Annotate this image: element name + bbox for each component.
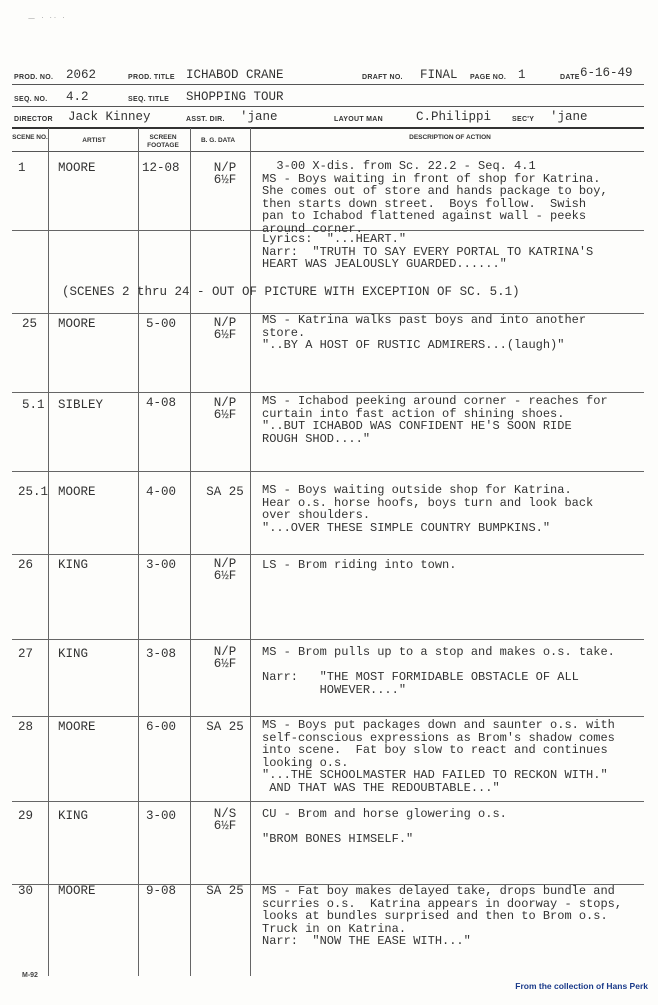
prod-no-label: PROD. NO. bbox=[14, 74, 54, 81]
secy: 'jane bbox=[550, 110, 588, 124]
scene-no: 26 bbox=[18, 558, 34, 572]
description: MS - Katrina walks past boys and into another store. "..BY A HOST OF RUSTIC ADMIRERS...(laugh)" bbox=[262, 313, 587, 353]
director-label: DIRECTOR bbox=[14, 116, 53, 123]
date: 6-16-49 bbox=[580, 66, 633, 80]
table-row bbox=[12, 717, 644, 802]
footage: 4-08 bbox=[146, 396, 177, 410]
layout-man: C.Philippi bbox=[416, 110, 492, 124]
scene-no: 25 bbox=[22, 317, 38, 331]
col-scene: SCENE NO. bbox=[12, 134, 48, 141]
bg-data: N/P 6½F bbox=[213, 396, 237, 422]
description: LS - Brom riding into town. bbox=[262, 558, 457, 572]
footage: 3-00 bbox=[146, 558, 177, 572]
footage: 3-08 bbox=[146, 647, 177, 661]
table-row bbox=[12, 555, 644, 640]
description: 3-00 X-dis. from Sc. 22.2 - Seq. 4.1 MS - Boys waiting in front of shop for Katrina. She comes out of store and hands package to boy, then starts down street. Boys follow. Swish pan to Ichabod flattened against wall - peeks around corner. bbox=[262, 159, 608, 236]
scene-no: 25.1 bbox=[18, 485, 49, 499]
artist: KING bbox=[58, 558, 89, 572]
col-footage: SCREEN FOOTAGE bbox=[147, 134, 179, 149]
artist: SIBLEY bbox=[58, 398, 104, 412]
scene-no: 30 bbox=[18, 884, 34, 898]
col-bg: B. G. DATA bbox=[200, 137, 236, 144]
bg-data: N/P 6½F bbox=[213, 557, 237, 583]
bg-data: N/P 6½F bbox=[213, 645, 237, 671]
header-row-2 bbox=[12, 86, 644, 106]
col-desc: DESCRIPTION OF ACTION bbox=[409, 134, 491, 141]
bg-data: N/P 6½F bbox=[213, 161, 237, 187]
description: MS - Boys waiting outside shop for Katrina. Hear o.s. horse hoofs, boys turn and look back over shoulders. "...OVER THESE SIMPLE COUNTRY BUMPKINS." bbox=[262, 483, 594, 535]
table-row bbox=[12, 802, 644, 885]
scene-no: 27 bbox=[18, 647, 34, 661]
table-row bbox=[12, 314, 644, 393]
date-label: DATE bbox=[560, 74, 580, 81]
seq-title: SHOPPING TOUR bbox=[186, 90, 284, 104]
collection-credit: From the collection of Hans Perk bbox=[515, 981, 648, 991]
bg-data: SA 25 bbox=[206, 720, 244, 734]
table-row bbox=[12, 231, 644, 314]
rule-1 bbox=[12, 84, 644, 85]
artist: MOORE bbox=[58, 317, 96, 331]
prod-title-label: PROD. TITLE bbox=[128, 74, 175, 81]
seq-title-label: SEQ. TITLE bbox=[128, 96, 170, 103]
artist: MOORE bbox=[58, 161, 96, 175]
secy-label: SEC'Y bbox=[512, 116, 535, 123]
prod-no: 2062 bbox=[66, 68, 97, 82]
draft-no-label: DRAFT NO. bbox=[362, 74, 403, 81]
table-row bbox=[12, 472, 644, 555]
table-row bbox=[12, 885, 644, 975]
description: Lyrics: "...HEART." Narr: "TRUTH TO SAY EVERY PORTAL TO KATRINA'S HEART WAS JEALOUSLY GUARDED......" bbox=[262, 232, 594, 272]
footage: 5-00 bbox=[146, 317, 177, 331]
description: MS - Brom pulls up to a stop and makes o.s. take. Narr: "THE MOST FORMIDABLE OBSTACLE OF ALL HOWEVER...." bbox=[262, 645, 615, 697]
layout-man-label: LAYOUT MAN bbox=[334, 116, 384, 123]
asst-dir: 'jane bbox=[240, 110, 278, 124]
footage: 3-00 bbox=[146, 809, 177, 823]
table-row bbox=[12, 152, 644, 236]
artist: MOORE bbox=[58, 720, 96, 734]
artist: MOORE bbox=[58, 485, 96, 499]
scene-no: 28 bbox=[18, 720, 34, 734]
prod-title: ICHABOD CRANE bbox=[186, 68, 284, 82]
corner-marks: — · ·· · bbox=[28, 14, 67, 22]
page-no: 1 bbox=[518, 68, 526, 82]
asst-dir-label: ASST. DIR. bbox=[186, 116, 225, 123]
bg-data: N/S 6½F bbox=[213, 807, 237, 833]
scene-no: 5.1 bbox=[22, 398, 45, 412]
footage: 12-08 bbox=[142, 161, 180, 175]
seq-no: 4.2 bbox=[66, 90, 89, 104]
table-row bbox=[12, 393, 644, 472]
description: MS - Boys put packages down and saunter o.s. with self-conscious expressions as Brom's shadow comes into scene. Fat boy slow to react and continues looking o.s. "...THE SCHOOLMASTER HAD FAILED TO RECKON WITH." AND THAT WAS THE REDOUBTABLE..." bbox=[262, 718, 615, 795]
footage: 4-00 bbox=[146, 485, 177, 499]
scene-no: 29 bbox=[18, 809, 34, 823]
header-row-1 bbox=[12, 64, 644, 84]
form-number: M-92 bbox=[22, 972, 38, 979]
scenes-note: (SCENES 2 thru 24 - OUT OF PICTURE WITH EXCEPTION OF SC. 5.1) bbox=[62, 285, 520, 299]
description: CU - Brom and horse glowering o.s. "BROM BONES HIMSELF." bbox=[262, 807, 507, 847]
director: Jack Kinney bbox=[68, 110, 151, 124]
description: MS - Ichabod peeking around corner - reaches for curtain into fast action of shining shoes. "..BUT ICHABOD WAS CONFIDENT HE'S SOON RIDE ROUGH SHOD...." bbox=[262, 394, 608, 446]
footage: 9-08 bbox=[146, 884, 177, 898]
table-row bbox=[12, 640, 644, 717]
page-no-label: PAGE NO. bbox=[470, 74, 507, 81]
bg-data: N/P 6½F bbox=[213, 316, 237, 342]
artist: KING bbox=[58, 809, 89, 823]
footage: 6-00 bbox=[146, 720, 177, 734]
bg-data: SA 25 bbox=[206, 485, 244, 499]
bg-data: SA 25 bbox=[206, 884, 244, 898]
artist: KING bbox=[58, 647, 89, 661]
col-artist: ARTIST bbox=[82, 137, 106, 144]
header-row-3 bbox=[12, 106, 644, 126]
artist: MOORE bbox=[58, 884, 96, 898]
description: MS - Fat boy makes delayed take, drops bundle and scurries o.s. Katrina appears in doorway - stops, looks at bundles surprised and then to Brom o.s. Truck in on Katrina. Narr: "NOW THE EASE WITH..." bbox=[262, 884, 623, 949]
scene-no: 1 bbox=[18, 161, 26, 175]
rule-3 bbox=[12, 127, 644, 129]
draft-no: FINAL bbox=[420, 68, 458, 82]
seq-no-label: SEQ. NO. bbox=[14, 96, 48, 103]
